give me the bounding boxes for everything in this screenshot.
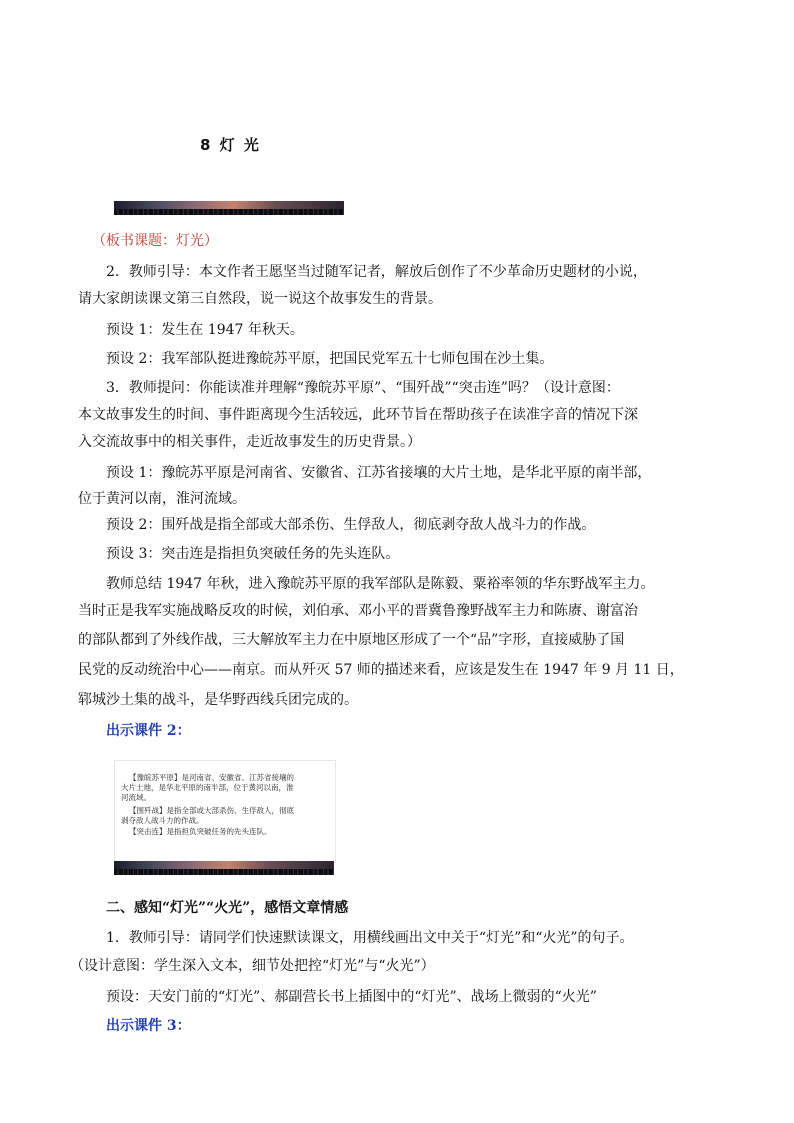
paragraph-line: 当时正是我军实施战略反攻的时候，刘伯承、邓小平的晋冀鲁豫野战军主力和陈赓、谢富治 xyxy=(78,603,638,619)
paragraph-line: 入交流故事中的相关事件，走近故事发生的历史背景。） xyxy=(78,434,421,450)
paragraph-line: 位于黄河以南，淮河流域。 xyxy=(78,491,246,507)
slide-text-line: 大片土地，是华北平原的南半部，位于黄河以南，淮 xyxy=(121,783,294,792)
slide-text-line: 河流域。 xyxy=(121,793,151,802)
paragraph-line: 教师总结 1947 年秋，进入豫皖苏平原的我军部队是陈毅、粟裕率领的华东野战军主力。 xyxy=(106,576,655,592)
paragraph-line: 的部队都到了外线作战，三大解放军主力在中原地区形成了一个“品”字形，直接威胁了国 xyxy=(78,632,625,648)
board-title-note: （板书课题：灯光） xyxy=(92,233,218,249)
paragraph-line: 预设 2：围歼战是指全部或大部杀伤、生俘敌人，彻底剥夺敌人战斗力的作战。 xyxy=(106,517,596,533)
paragraph-line: 3．教师提问：你能读准并理解“豫皖苏平原”、“围歼战”“突击连”吗？（设计意图： xyxy=(106,380,620,396)
slide-text-line: 剥夺敌人战斗力的作战。 xyxy=(121,816,204,825)
cityscape-banner-image xyxy=(114,201,344,215)
slide-text-line: 【围歼战】是指全部或大部杀伤、生俘敌人，彻底 xyxy=(129,806,294,815)
paragraph-line: 民党的反动统治中心——南京。而从歼灭 57 师的描述来看，应该是发生在 1947 年 9 月 11 日， xyxy=(78,662,684,678)
paragraph-line: （设计意图：学生深入文本，细节处把控“灯光”与“火光”） xyxy=(70,958,435,974)
courseware-slide-image xyxy=(114,760,336,863)
section-heading: 二、感知“灯光”“火光”，感悟文章情感 xyxy=(106,900,349,916)
courseware-label: 出示课件 3： xyxy=(106,1018,191,1034)
paragraph-line: 本文故事发生的时间、事件距离现今生活较远，此环节旨在帮助孩子在读准字音的情况下深 xyxy=(78,407,638,423)
slide-title: 8 灯 光 xyxy=(200,136,261,154)
paragraph-line: 预设 2：我军部队挺进豫皖苏平原，把国民党军五十七师包围在沙土集。 xyxy=(106,351,554,367)
cityscape-banner-image xyxy=(114,861,334,875)
paragraph-line: 预设 3：突击连是指担负突破任务的先头连队。 xyxy=(106,546,400,562)
courseware-label: 出示课件 2： xyxy=(106,723,191,739)
slide-text-line: 【突击连】是指担负突破任务的先头连队。 xyxy=(129,827,272,836)
paragraph-line: 预设 1：发生在 1947 年秋天。 xyxy=(106,322,304,338)
paragraph-line: 请大家朗读课文第三自然段，说一说这个故事发生的背景。 xyxy=(78,291,442,307)
paragraph-line: 预设 1：豫皖苏平原是河南省、安徽省、江苏省接壤的大片土地，是华北平原的南半部， xyxy=(106,465,652,481)
slide-text-line: 【豫皖苏平原】是河南省、安徽省、江苏省接壤的 xyxy=(129,773,294,782)
paragraph-line: 郓城沙土集的战斗，是华野西线兵团完成的。 xyxy=(78,692,358,708)
paragraph-line: 预设：天安门前的“灯光”、郝副营长书上插图中的“灯光”、战场上微弱的“火光” xyxy=(106,989,597,1005)
paragraph-line: 2．教师引导：本文作者王愿坚当过随军记者，解放后创作了不少革命历史题材的小说， xyxy=(106,264,647,280)
paragraph-line: 1．教师引导：请同学们快速默读课文，用横线画出文中关于“灯光”和“火光”的句子。 xyxy=(106,930,634,946)
